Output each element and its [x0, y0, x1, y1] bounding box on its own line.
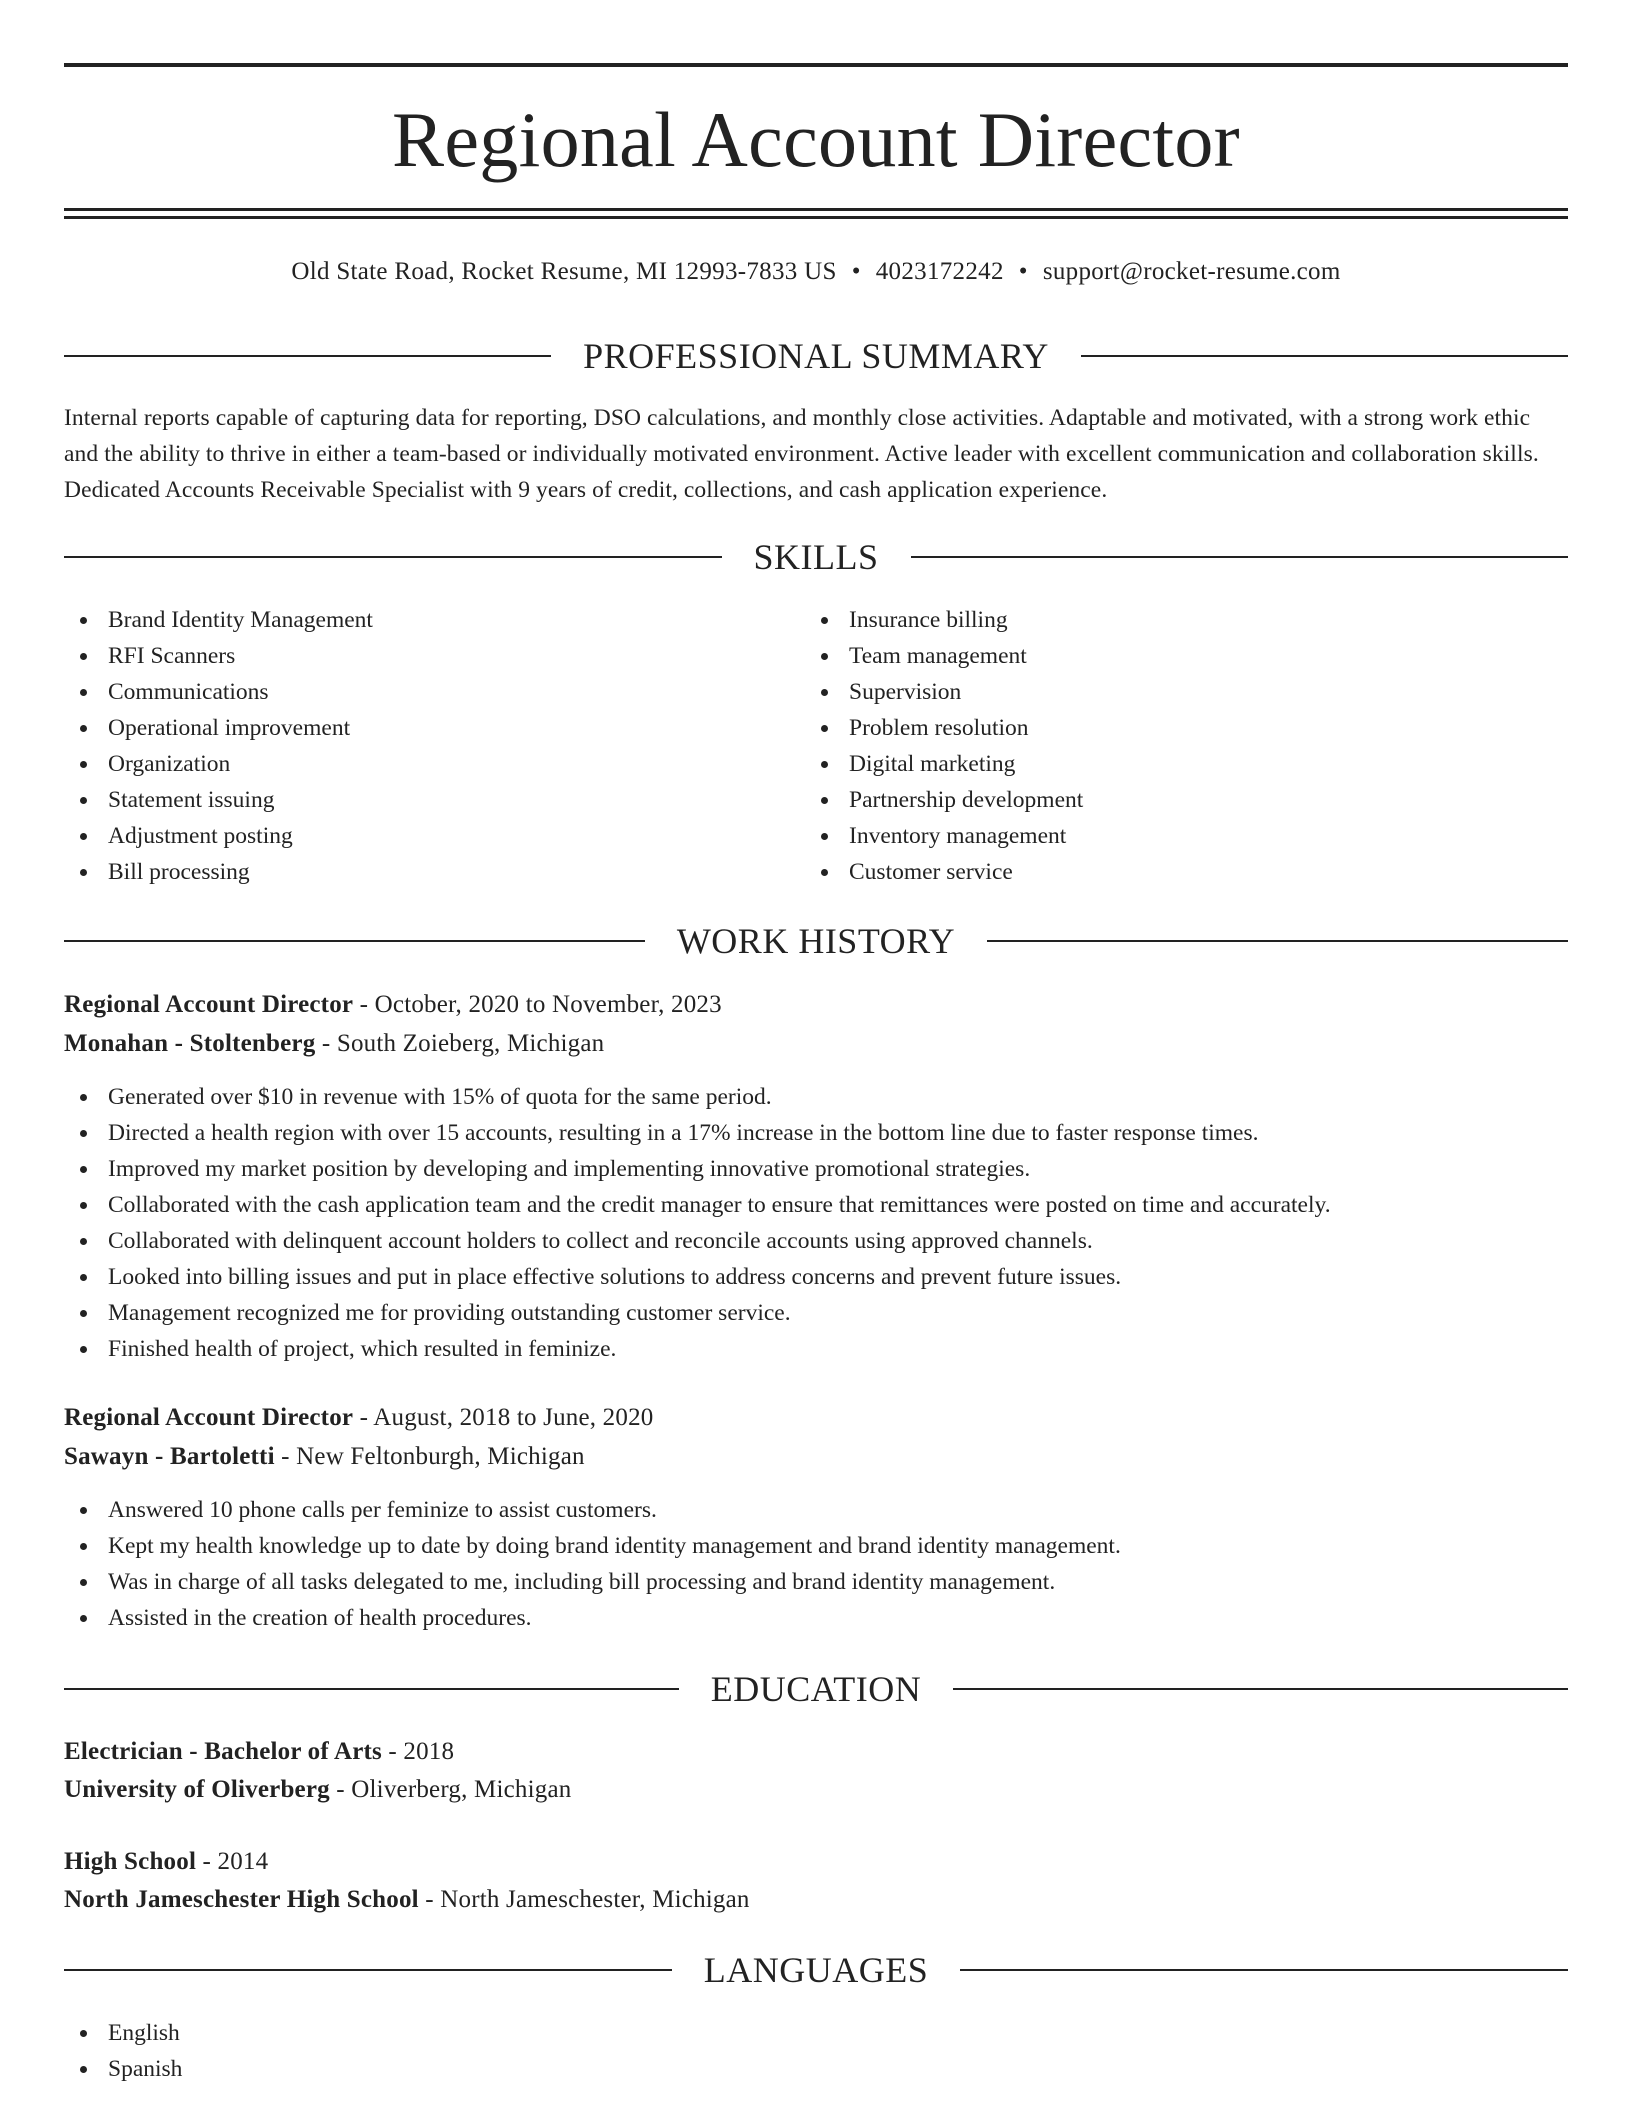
contact-email: support@rocket-resume.com [1042, 258, 1341, 285]
heading-rule-right [953, 1688, 1568, 1690]
skill-item: Problem resolution [805, 710, 1505, 746]
heading-rule-right [911, 556, 1569, 558]
skill-item: Communications [64, 674, 764, 710]
job-bullet: Finished health of project, which resulted in feminize. [64, 1331, 1568, 1367]
skills-heading [64, 535, 1568, 579]
skill-item: Supervision [805, 674, 1505, 710]
job-bullet: Collaborated with the cash application team and the credit manager to ensure that remittances were posted on time and accurately. [64, 1187, 1568, 1223]
education-degree: Electrician - Bachelor of Arts [64, 1738, 382, 1765]
heading-rule-left [64, 1969, 672, 1971]
language-item: English [64, 2015, 1568, 2051]
job-location: - New Feltonburgh, Michigan [274, 1443, 585, 1470]
heading-rule-left [64, 940, 645, 942]
job-bullet: Improved my market position by developing and implementing innovative promotional strategies. [64, 1151, 1568, 1187]
skill-item: Operational improvement [64, 710, 764, 746]
skills-list-left [64, 602, 764, 890]
heading-rule-right [987, 940, 1568, 942]
education-year: - 2018 [381, 1738, 455, 1765]
job-title: Regional Account Director [64, 991, 354, 1018]
languages-list [64, 2015, 1568, 2087]
skill-item: Brand Identity Management [64, 602, 764, 638]
heading-rule-left [64, 1688, 679, 1690]
skill-item: Bill processing [64, 854, 764, 890]
languages-heading [64, 1948, 1568, 1992]
education-school: North Jameschester High School [64, 1886, 419, 1913]
job-bullet: Answered 10 phone calls per feminize to assist customers. [64, 1492, 1568, 1528]
skill-item: Statement issuing [64, 782, 764, 818]
contact-separator: • [851, 258, 861, 285]
job-bullets [64, 1492, 1568, 1636]
job-company: Monahan - Stoltenberg [64, 1030, 316, 1057]
skill-item: Digital marketing [805, 746, 1505, 782]
job-bullet: Directed a health region with over 15 accounts, resulting in a 17% increase in the bottom line due to faster response times. [64, 1115, 1568, 1151]
job-company: Sawayn - Bartoletti [64, 1443, 275, 1470]
job-bullet: Assisted in the creation of health procedures. [64, 1600, 1568, 1636]
job-bullet: Collaborated with delinquent account holders to collect and reconcile accounts using approved channels. [64, 1223, 1568, 1259]
work-history-heading [64, 919, 1568, 963]
contact-phone: 4023172242 [875, 258, 1004, 285]
skills-list-right [805, 602, 1505, 890]
job-dates: - August, 2018 to June, 2020 [353, 1404, 654, 1431]
summary-heading [64, 334, 1568, 378]
title-rule-upper [64, 208, 1568, 211]
job-bullets [64, 1079, 1568, 1367]
job-bullet: Kept my health knowledge up to date by doing brand identity management and brand identity management. [64, 1528, 1568, 1564]
heading-rule-left [64, 556, 722, 558]
summary-paragraph: Internal reports capable of capturing data for reporting, DSO calculations, and monthly close activities. Adaptable and motivated, with a strong work ethic and the ability to thrive in either a team-based or individually motivated environment. Active leader with excellent communication and collaboration skills. Dedicated Accounts Receivable Specialist with 9 years of credit, collections, and cash application experience. [64, 405, 1539, 503]
education-location: - North Jameschester, Michigan [418, 1886, 750, 1913]
skills-heading-text: SKILLS [753, 537, 879, 577]
education-school-line [64, 1772, 1568, 1808]
job-title: Regional Account Director [64, 1404, 354, 1431]
skill-item: Inventory management [805, 818, 1505, 854]
skill-item: Customer service [805, 854, 1505, 890]
education-year: - 2014 [196, 1848, 269, 1875]
education-degree-line [64, 1844, 1568, 1880]
skill-item: Insurance billing [805, 602, 1505, 638]
top-rule [64, 63, 1568, 67]
resume-title: Regional Account Director [392, 96, 1240, 183]
summary-heading-text: PROFESSIONAL SUMMARY [583, 336, 1049, 376]
education-heading-text: EDUCATION [710, 1669, 922, 1709]
heading-rule-right [960, 1969, 1568, 1971]
job-title-line [64, 987, 1568, 1023]
job-bullet: Generated over $10 in revenue with 15% of quota for the same period. [64, 1079, 1568, 1115]
title-rule-lower [64, 216, 1568, 219]
skill-item: Adjustment posting [64, 818, 764, 854]
job-location: - South Zoieberg, Michigan [315, 1030, 605, 1057]
heading-rule-right [1081, 355, 1568, 357]
education-school-line [64, 1882, 1568, 1918]
skill-item: RFI Scanners [64, 638, 764, 674]
skill-item: Team management [805, 638, 1505, 674]
work-history-heading-text: WORK HISTORY [676, 921, 956, 961]
contact-line [64, 254, 1568, 290]
job-title-line [64, 1400, 1568, 1436]
education-heading [64, 1667, 1568, 1711]
heading-rule-left [64, 355, 551, 357]
job-company-line [64, 1026, 1568, 1062]
education-location: - Oliverberg, Michigan [329, 1776, 572, 1803]
skill-item: Organization [64, 746, 764, 782]
job-company-line [64, 1439, 1568, 1475]
job-dates: - October, 2020 to November, 2023 [353, 991, 722, 1018]
contact-address: Old State Road, Rocket Resume, MI 12993-7833 US [291, 258, 837, 285]
languages-heading-text: LANGUAGES [703, 1950, 929, 1990]
job-bullet: Looked into billing issues and put in place effective solutions to address concerns and prevent future issues. [64, 1259, 1568, 1295]
education-degree: High School [64, 1848, 197, 1875]
contact-separator: • [1018, 258, 1028, 285]
education-degree-line [64, 1734, 1568, 1770]
job-bullet: Was in charge of all tasks delegated to me, including bill processing and brand identity management. [64, 1564, 1568, 1600]
education-school: University of Oliverberg [64, 1776, 330, 1803]
language-item: Spanish [64, 2051, 1568, 2087]
skill-item: Partnership development [805, 782, 1505, 818]
job-bullet: Management recognized me for providing outstanding customer service. [64, 1295, 1568, 1331]
